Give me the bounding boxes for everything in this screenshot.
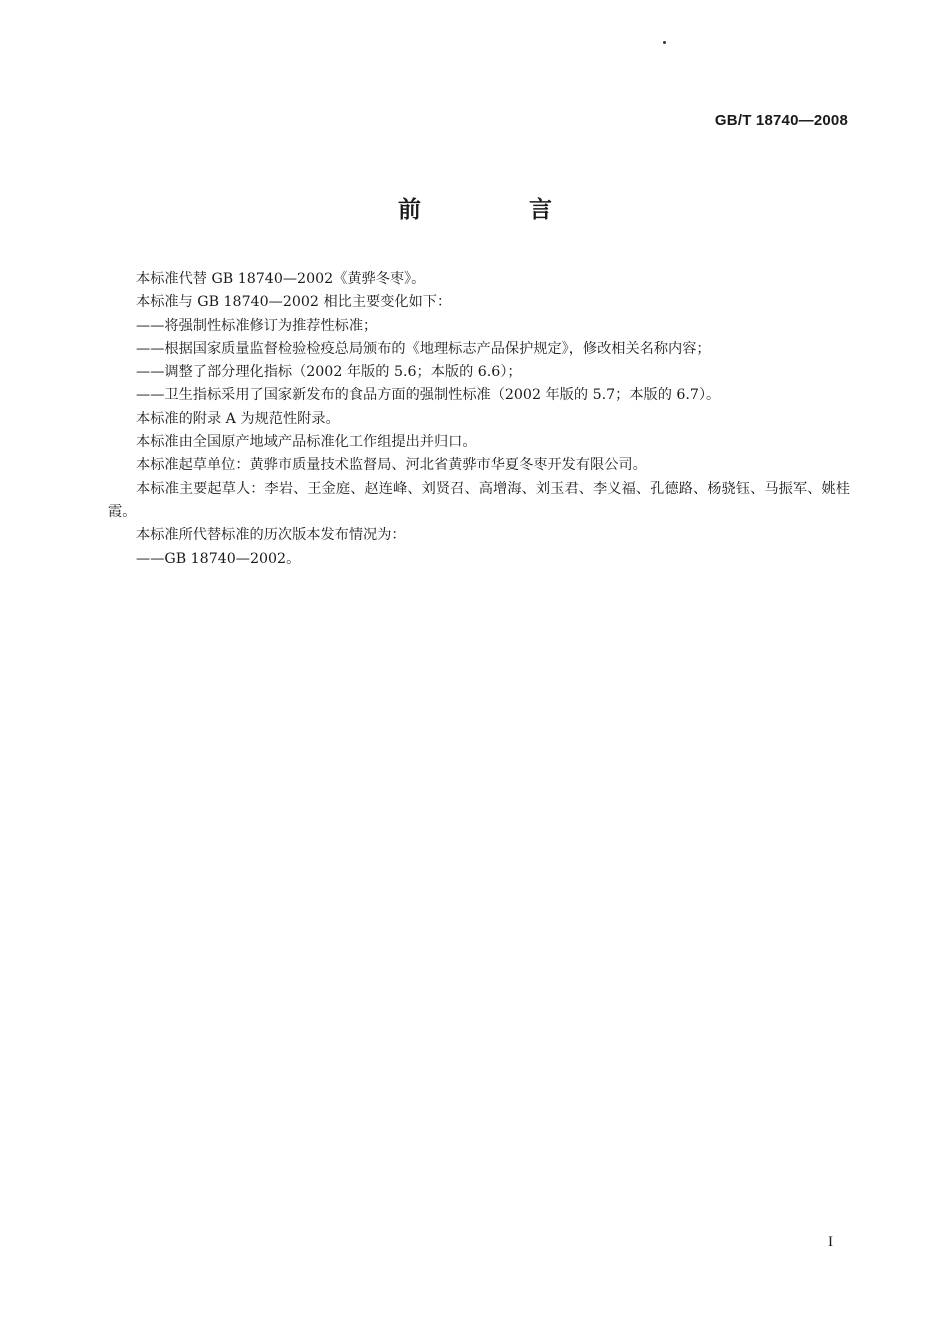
list-item-change-3: ——调整了部分理化指标（2002 年版的 5.6；本版的 6.6）； [136, 364, 522, 381]
standard-number: GB/T 18740—2008 [714, 112, 848, 129]
paragraph-annex: 本标准的附录 A 为规范性附录。 [136, 410, 340, 427]
paragraph-replaces: 本标准代替 GB 18740—2002《黄骅冬枣》。 [136, 271, 426, 287]
page-title: 前 言 [397, 197, 602, 223]
list-item-change-4: ——卫生指标采用了国家新发布的食品方面的强制性标准（2002 年版的 5.7；本版的 6.7）。 [136, 387, 721, 404]
list-item-change-2: ——根据国家质量监督检验检疫总局颁布的《地理标志产品保护规定》，修改相关名称内容； [136, 340, 711, 357]
paragraph-changes-intro: 本标准与 GB 18740—2002 相比主要变化如下： [136, 294, 452, 311]
scan-speck [663, 41, 666, 44]
list-item-change-1: ——将强制性标准修订为推荐性标准； [136, 317, 378, 334]
paragraph-drafting-units: 本标准起草单位：黄骅市质量技术监督局、河北省黄骅市华夏冬枣开发有限公司。 [136, 457, 647, 474]
paragraph-proposed-by: 本标准由全国原产地域产品标准化工作组提出并归口。 [136, 434, 477, 451]
foreword-body [108, 268, 850, 571]
paragraph-drafters: 本标准主要起草人：李岩、王金庭、赵连峰、刘贤召、高增海、刘玉君、李义福、孔德路、杨骁钰、马振军、姚桂霞。 [108, 480, 850, 520]
page-number: I [828, 1234, 833, 1250]
paragraph-history-intro: 本标准所代替标准的历次版本发布情况为： [136, 527, 406, 544]
list-item-history-1: ——GB 18740—2002。 [136, 550, 301, 567]
